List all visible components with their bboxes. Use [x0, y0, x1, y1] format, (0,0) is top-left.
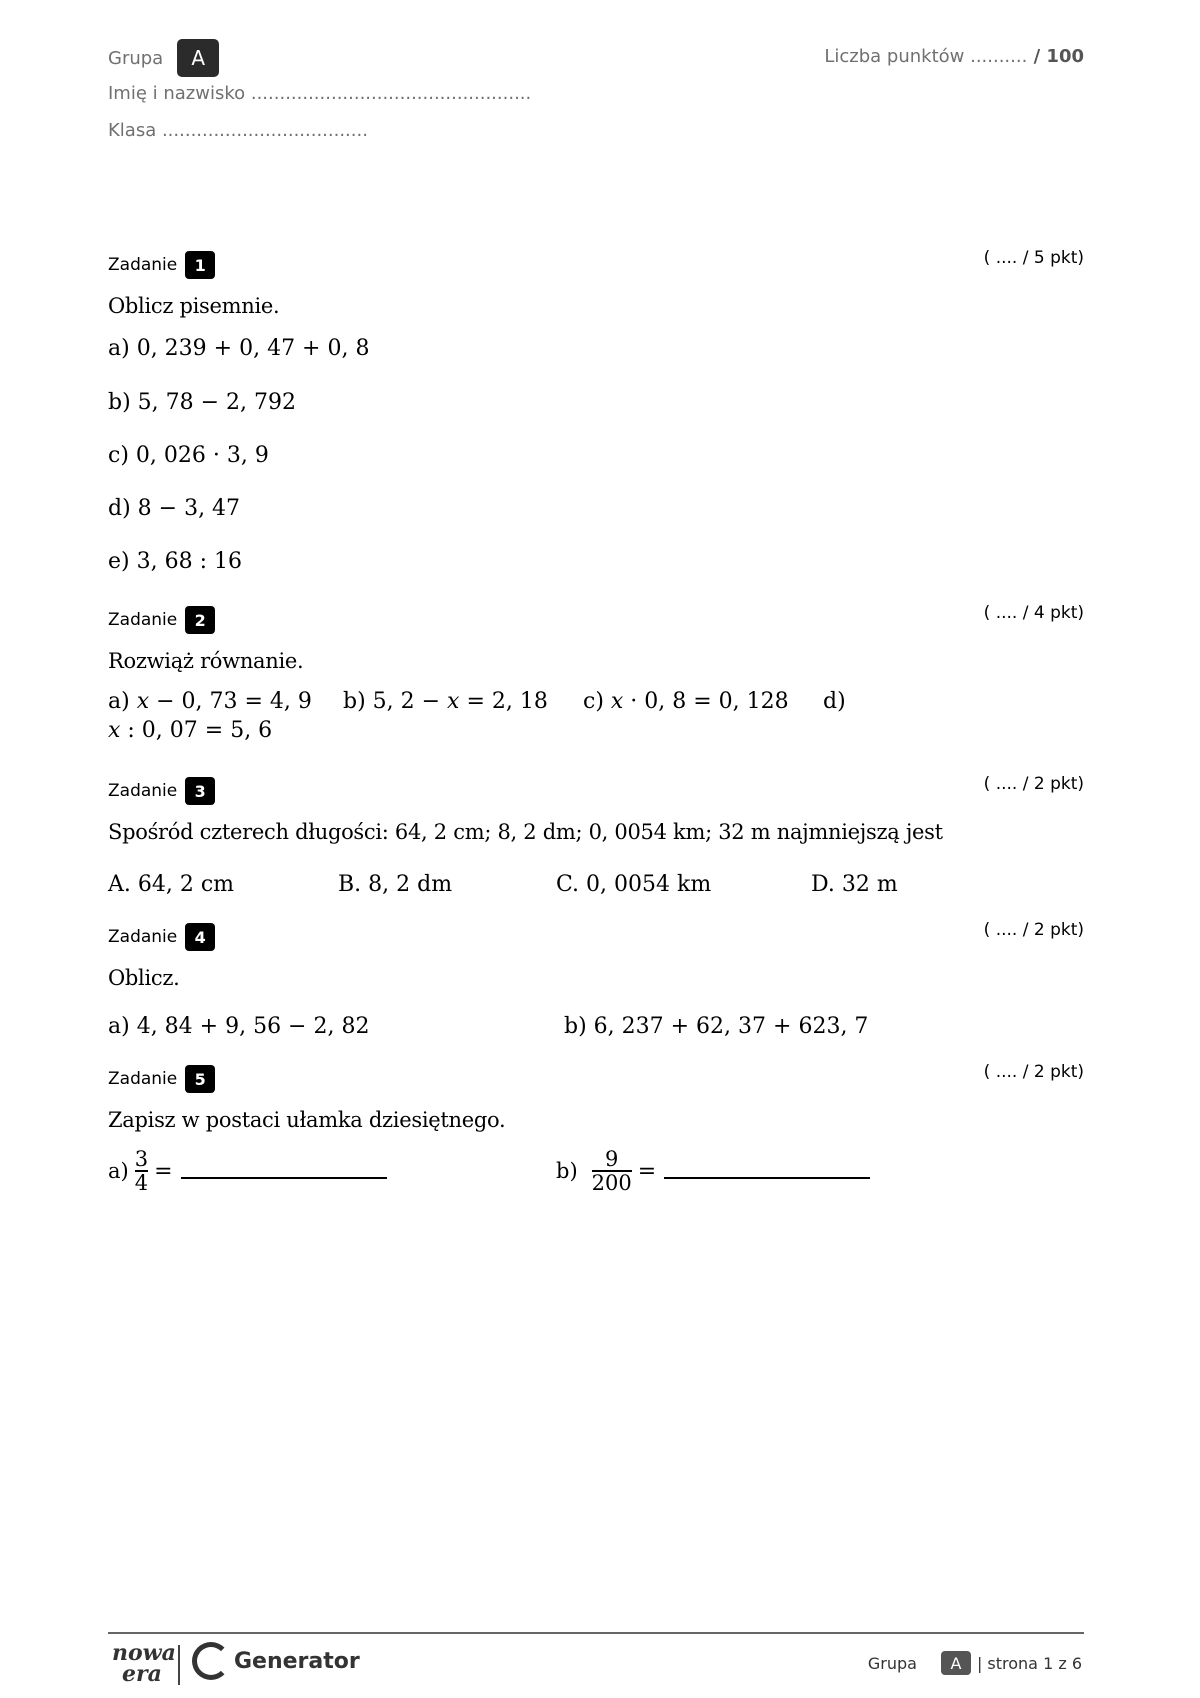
equals-sign: = — [154, 1158, 173, 1184]
task-header — [108, 1064, 1084, 1094]
fraction — [135, 1148, 148, 1194]
fraction — [592, 1148, 632, 1194]
task-header — [108, 776, 1084, 806]
task-item: c) 𝑥 · 0, 8 = 0, 128 — [583, 689, 789, 714]
group-row — [108, 40, 219, 76]
task-points: ( .... / 2 pkt) — [983, 1062, 1084, 1082]
task-item: a) 4, 84 + 9, 56 − 2, 82 — [108, 1014, 370, 1039]
points-label: Liczba punktów .......... — [824, 46, 1028, 67]
task-points: ( .... / 4 pkt) — [983, 603, 1084, 623]
page-number: | strona 1 z 6 — [976, 1653, 1082, 1673]
logo-text-bottom: era — [122, 1660, 162, 1687]
equals-sign: = — [637, 1158, 657, 1184]
task-instruction: Rozwiąż równanie. — [108, 649, 304, 673]
task-item: 𝑥 : 0, 07 = 5, 6 — [108, 718, 273, 743]
task-5 — [108, 1064, 1084, 1224]
answer-option-d: D. 32 m — [811, 872, 898, 897]
generator-logo — [192, 1642, 360, 1680]
task-number-badge: 2 — [185, 606, 215, 634]
name-field: Imię i nazwisko ................................................. — [108, 83, 532, 104]
task-number-badge: 4 — [185, 923, 215, 951]
fraction-numerator: 3 — [134, 1147, 149, 1171]
task-number-badge: 5 — [185, 1065, 215, 1093]
task-points: ( .... / 2 pkt) — [983, 920, 1084, 940]
task-item: a) 0, 239 + 0, 47 + 0, 8 — [108, 336, 370, 361]
task-points: ( .... / 2 pkt) — [983, 774, 1084, 794]
generator-g-icon — [192, 1642, 230, 1680]
task-label: Zadanie — [108, 781, 178, 801]
task-item: c) 0, 026 · 3, 9 — [108, 443, 269, 468]
fraction-denominator: 4 — [134, 1171, 149, 1196]
task-item: d) 8 − 3, 47 — [108, 496, 241, 521]
logo-text-top: nowa — [112, 1640, 176, 1666]
footer-group-label: Grupa — [867, 1653, 917, 1673]
nowa-era-logo — [112, 1640, 176, 1687]
task-4 — [108, 922, 1084, 1042]
task-label: Zadanie — [108, 927, 178, 947]
task-points: ( .... / 5 pkt) — [983, 248, 1084, 268]
task-item: d) — [823, 689, 846, 714]
group-label: Grupa — [108, 47, 164, 69]
answer-option-a: A. 64, 2 cm — [108, 872, 235, 897]
task-number-badge: 1 — [185, 251, 215, 279]
footer-group-badge: A — [941, 1651, 971, 1675]
points-max: / 100 — [1027, 46, 1084, 67]
task-instruction: Oblicz pisemnie. — [108, 294, 280, 318]
task-3 — [108, 776, 1084, 906]
task-item: b) 5, 78 − 2, 792 — [108, 390, 297, 415]
task-number-badge: 3 — [185, 777, 215, 805]
answer-blank[interactable] — [181, 1163, 387, 1179]
task-instruction: Spośród czterech długości: 64, 2 cm; 8, 2 dm; 0, 0054 km; 32 m najmniejszą jest — [108, 820, 943, 844]
generator-text: Generator — [234, 1648, 360, 1674]
task-label: Zadanie — [108, 255, 178, 275]
fraction-item-a — [108, 1148, 387, 1194]
item-label: a) — [108, 1159, 129, 1184]
task-header — [108, 922, 1084, 952]
task-header — [108, 250, 1084, 280]
item-label: b) — [556, 1159, 578, 1184]
task-1 — [108, 248, 1084, 574]
fraction-item-b — [556, 1148, 870, 1194]
fraction-numerator: 9 — [605, 1147, 619, 1171]
points-total — [824, 46, 1084, 67]
task-instruction: Oblicz. — [108, 966, 180, 990]
logo-separator — [178, 1645, 180, 1685]
answer-option-b: B. 8, 2 dm — [338, 872, 453, 897]
task-item: a) 𝑥 − 0, 73 = 4, 9 — [108, 689, 312, 714]
task-item: b) 5, 2 − 𝑥 = 2, 18 — [343, 689, 548, 714]
task-label: Zadanie — [108, 610, 178, 630]
task-header — [108, 605, 1084, 635]
footer-page-info — [868, 1651, 1082, 1675]
group-badge: A — [177, 39, 219, 77]
task-2 — [108, 605, 1084, 755]
footer-divider — [108, 1632, 1084, 1634]
task-instruction: Zapisz w postaci ułamka dziesiętnego. — [108, 1108, 506, 1132]
fraction-denominator: 200 — [591, 1171, 632, 1196]
answer-blank[interactable] — [664, 1163, 870, 1179]
answer-option-c: C. 0, 0054 km — [556, 872, 712, 897]
class-field: Klasa .................................... — [108, 120, 368, 141]
task-item: e) 3, 68 : 16 — [108, 549, 242, 574]
task-label: Zadanie — [108, 1069, 178, 1089]
task-item: b) 6, 237 + 62, 37 + 623, 7 — [564, 1014, 869, 1039]
